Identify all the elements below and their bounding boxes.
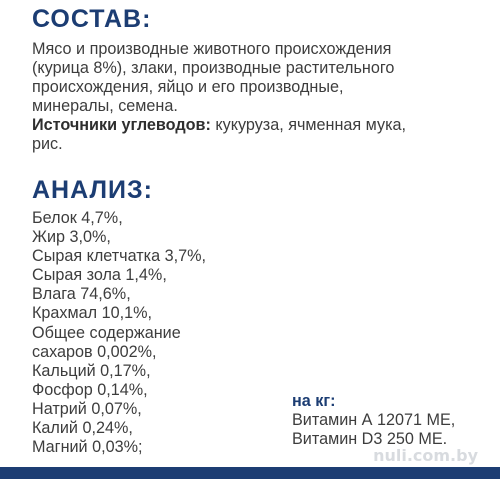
vitamin-item: Витамин А 12071 МЕ, bbox=[292, 411, 456, 430]
footer-bar bbox=[0, 467, 500, 479]
analysis-item: Общее содержание bbox=[32, 323, 181, 342]
analysis-item: Влага 74,6%, bbox=[32, 285, 131, 304]
watermark: nuli.com.by bbox=[373, 446, 478, 465]
analysis-item: Сырая зола 1,4%, bbox=[32, 266, 167, 285]
carbs-label: Источники углеводов: bbox=[32, 116, 211, 134]
composition-line: происхождения, яйцо и его производные, bbox=[32, 78, 344, 96]
per-kg-label: на кг: bbox=[292, 392, 336, 410]
analysis-list bbox=[32, 209, 206, 457]
analysis-item: Кальций 0,17%, bbox=[32, 361, 151, 380]
analysis-item: сахаров 0,002%, bbox=[32, 342, 157, 361]
composition-line: (курица 8%), злаки, производные растительного bbox=[32, 59, 395, 77]
analysis-heading: АНАЛИЗ: bbox=[32, 176, 153, 204]
composition-line: минералы, семена. bbox=[32, 97, 178, 115]
carbs-value: кукуруза, ячменная мука, bbox=[210, 116, 407, 134]
analysis-item: Белок 4,7%, bbox=[32, 209, 123, 227]
analysis-item: Натрий 0,07%, bbox=[32, 399, 142, 418]
analysis-item: Жир 3,0%, bbox=[32, 228, 111, 247]
analysis-item: Фосфор 0,14%, bbox=[32, 380, 148, 399]
composition-text bbox=[32, 40, 497, 154]
vitamin-item: Витамин D3 250 МЕ. bbox=[292, 430, 448, 449]
composition-line: Мясо и производные животного происхождения bbox=[32, 40, 392, 58]
analysis-item: Сырая клетчатка 3,7%, bbox=[32, 247, 207, 266]
carbs-value-cont: рис. bbox=[32, 135, 63, 153]
analysis-item: Крахмал 10,1%, bbox=[32, 304, 152, 323]
carbs-line bbox=[32, 116, 497, 135]
analysis-item: Калий 0,24%, bbox=[32, 419, 133, 438]
composition-heading: СОСТАВ: bbox=[32, 5, 152, 33]
analysis-item: Магний 0,03%; bbox=[32, 438, 143, 457]
per-kg-block bbox=[292, 392, 455, 449]
